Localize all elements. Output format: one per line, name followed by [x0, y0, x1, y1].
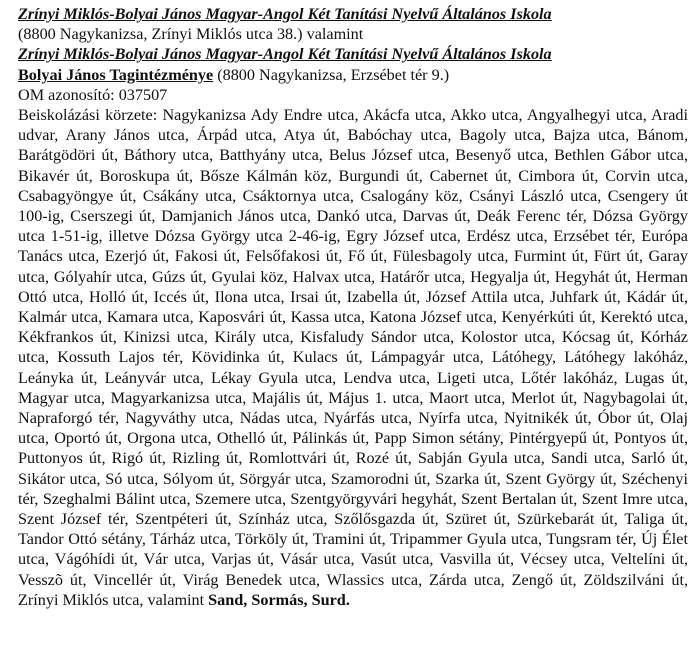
branch-name: Bolyai János Tagintézménye [18, 65, 214, 84]
district-label: Beiskolázási körzete: [18, 106, 158, 125]
branch-school-name: Zrínyi Miklós-Bolyai János Magyar-Angol Két Tanítási Nyelvű Általános Iskola [18, 45, 552, 64]
district-extra: Sand, Sormás, Surd. [208, 590, 350, 609]
school-address: (8800 Nagykanizsa, Zrínyi Miklós utca 38.) valamint [18, 25, 364, 44]
district-streets: Nagykanizsa Ady Endre utca, Akácfa utca, Akko utca, Angyalhegyi utca, Aradi udvar, Arany János utca, Árpád utca, Atya út, Babóchay utca, Bagoly utca, Bajza utca, Bánom, Barátgödöri út, Báthory utca, Batthyány utca, Belus József utca, Besenyő utca, Bethlen Gábor utca, Bikavér út, Boroskupa út, Bősze Kálmán köz, Burgundi út, Cabernet út, Cimbora út, Corvin utca, Csabagyöngye út, Csákány utca, Csáktornya utca, Csalogány köz, Csányi László utca, Csengery út 100-ig, Cserszegi út, Damjanich János utca, Dankó utca, Darvas út, Deák Ferenc tér, Dózsa György utca 1-51-ig, illetve Dózsa György utca 2-46-ig, Egry József utca, Erdész utca, Erzsébet tér, Európa Tanács utca, Ezerjó út, Fakosi út, Felsőfakosi út, Fő út, Fülesbagoly utca, Furmint út, Fürt út, Garay utca, Gólyahír utca, Gúzs út, Gyulai köz, Halvax utca, Határőr utca, Hegyalja út, Hegyhát út, Herman Ottó utca, Holló út, Iccés út, Ilona utca, Irsai út, Izabella út, József Attila utca, Juhfark út, Kádár út, Kalmár utca, Kamara utca, Kaposvári út, Kassa utca, Katona József utca, Kenyérkúti út, Kerektó utca, Kékfrankos út, Kinizsi utca, Király utca, Kisfaludy Sándor utca, Kolostor utca, Kócsag út, Kórház utca, Kossuth Lajos tér, Kövidinka út, Kulacs út, Lámpagyár utca, Látóhegy, Látóhegy lakóház, Leányka út, Leányvár utca, Lékay Gyula utca, Lendva utca, Ligeti utca, Lőtér lakóház, Lugas út, Magyar utca, Magyarkanizsa utca, Majális út, Május 1. utca, Maort utca, Merlot út, Nagybagolai út, Napraforgó tér, Nagyváthy utca, Nádas utca, Nyárfás utca, Nyírfa utca, Nyitnikék út, Óbor út, Olaj utca, Oportó út, Orgona utca, Othelló út, Pálinkás út, Papp Simon sétány, Pintérgyepű út, Pontyos út, Puttonyos út, Rigó út, Rizling út, Romlottvári út, Rozé út, Sabján Gyula utca, Sandi utca, Sarló út, Sikátor utca, Só utca, Sólyom út, Sörgyár utca, Szamorodni út, Szarka út, Szent György út, Széchenyi tér, Szeghalmi Bálint utca, Szemere utca, Szentgyörgyvári hegyhát, Szent Bertalan út, Szent Imre utca, Szent József tér, Szentpéteri út, Színház utca, Szőlősgazda út, Szüret út, Szürkebarát út, Taliga út, Tandor Ottó sétány, Tárház utca, Törköly út, Tramini út, Tripammer Gyula utca, Tungsram tér, Új Élet utca, Vágóhídi út, Vár utca, Varjas út, Vásár utca, Vasút utca, Vasvilla út, Vécsey utca, Veltelíni út, Vesszõ út, Vincellér út, Virág Benedek utca, Wlassics utca, Zárda utca, Zengő út, Zöldszilváni út, Zrínyi Miklós utca, valamint [18, 106, 688, 609]
school-name: Zrínyi Miklós-Bolyai János Magyar-Angol Két Tanítási Nyelvű Általános Iskola [18, 5, 552, 23]
branch-address: (8800 Nagykanizsa, Erzsébet tér 9.) [213, 65, 450, 84]
branch-line [18, 65, 688, 85]
district-paragraph [18, 105, 688, 610]
om-id: OM azonosító: 037507 [18, 85, 168, 104]
